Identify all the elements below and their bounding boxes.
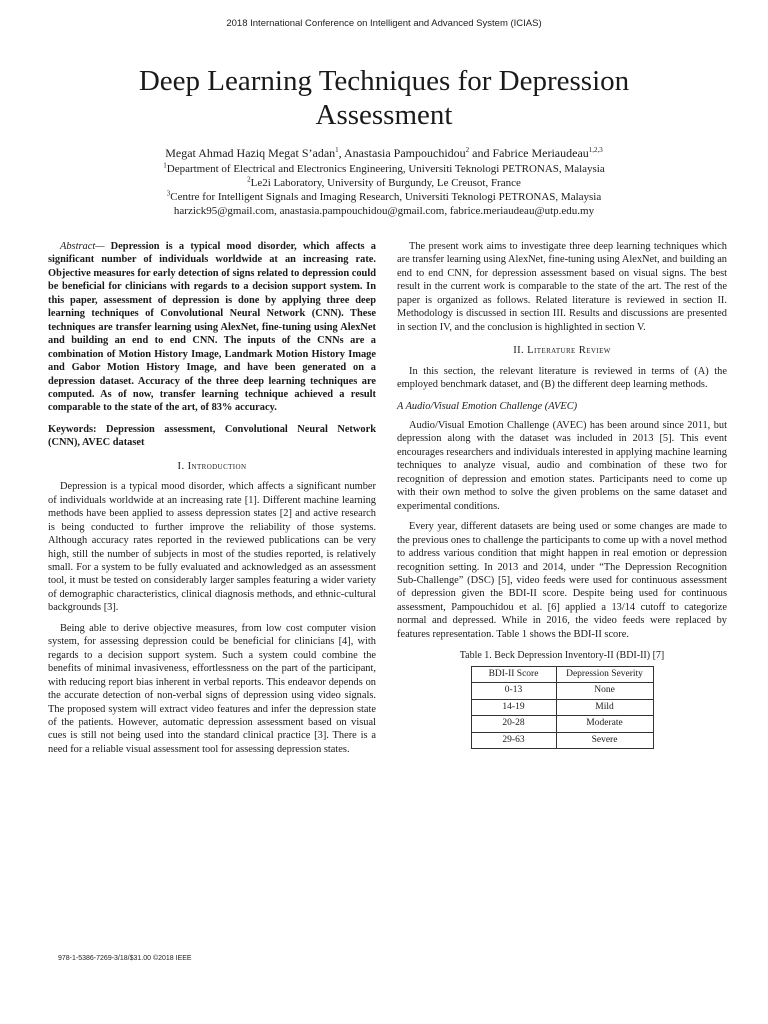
author-2-sup: 2 [465,146,470,154]
paragraph: Audio/Visual Emotion Challenge (AVEC) has been around since 2011, but depression along with the dataset was included in 2013 [5]. This event encourages researchers and individuals interested in applying machine learning techniques to analyze visual, audio and combination of these two for recognition of depression and emotion states. Participants need to come up with their own method to solve the given problems on the same dataset and experimental conditions. [397,419,727,512]
author-separator: and [469,146,493,160]
table-row [471,732,653,748]
affiliation-text: Le2i Laboratory, University of Burgundy, Le Creusot, France [250,177,521,189]
table-row [471,699,653,715]
copyright-footer: 978-1-5386-7269-3/18/$31.00 ©2018 IEEE [58,955,192,962]
table-cell: 0-13 [471,683,556,699]
paragraph: The present work aims to investigate three deep learning techniques which are transfer learning using AlexNet, fine-tuning using AlexNet, and building an end to end CNN, for depression assessment based on visual signs. The best result in the current work is comparable to the state of the art. The rest of the paper is organized as follows. Related literature is reviewed in section II. Methodology is discussed in section III. Results and discussions are presented in section IV, and the conclusion is highlighted in section V. [397,241,727,333]
right-column [397,240,727,749]
paragraph: Every year, different datasets are being used or some changes are made to the previous ones to challenge the participants to come up with a novel method to address various condition that might happen in real emotion or depression recognition setting. In 2013 and 2014, under “The Depression Recognition Sub-Challenge” (DSC) [5], video feeds were used for continuous assessment of depression given the BDI-II score. Despite being used for continuous assessment, Pampouchidou et al. [6] applied a 13/14 cutoff to categorize normal and depressed. While in 2016, the video feeds were replaced by features representation. Table 1 shows the BDI-II score. [397,521,727,640]
affiliation-3 [60,190,708,204]
author-1-sup: 1 [335,146,339,154]
paragraph: In this section, the relevant literature is reviewed in terms of (A) the employed benchmark dataset, and (B) the different deep learning methods. [397,365,727,391]
table-cell: Mild [556,699,653,715]
author-separator: , [338,146,344,160]
left-column [48,240,376,763]
table-cell: Severe [556,732,653,748]
paragraph: Depression is a typical mood disorder, which affects a significant number of individuals worldwide at an increasing rate [1]. Different machine learning methods have been applied to assess depression states [2] and active research is being conducted to further improve the reliability of those systems. Although accuracy rates reported in the reviewed publications can be very high, still the number of subjects in most of the studies reported, is relatively small. For a system to be fully evaluated and acknowledged as an assessment tool, it must be tested on considerably larger samples featuring a wider variety of demographic characteristics, clinical diagnosis methods, and ethnic-cultural backgrounds [3]. [48,481,376,614]
author-list [60,146,708,160]
abstract-text: Depression is a typical mood disorder, which affects a significant number of individuals worldwide at an increasing rate. Objective measures for early detection of signs related to depression could be beneficial for clinicians with regards to a decision support system. In this paper, assessment of depression is done by applying three deep learning techniques of Convolutional Neural Network (CNN). These techniques are transfer learning using AlexNet, fine-tuning using AlexNet and building an end to end CNN. The inputs of the CNNs are a combination of Motion History Image, Landmark Motion History Image and Gabor Motion History Image, and have been generated on a depression dataset. Accuracy of the three deep learning techniques are computed. As of now, transfer learning technique achieved a result comparable to the state of the art, of 83% accuracy. [48,241,376,414]
table-row [471,716,653,732]
table-row [471,683,653,699]
abstract [48,240,376,415]
table-cell: 29-63 [471,732,556,748]
paragraph: Being able to derive objective measures, from low cost computer vision system, for assessing depression could be beneficial for clinicians [4], with regards to a decision support system. Such a system could combine the benefits of minimal invasiveness, effortlessness on the part of the participant, with reducing report bias inherent in verbal reports. This endeavor depends on the accurate detection of non-verbal signs of depression using video signals. The proposed system will extract video features and infer the depression state of the patients. However, automatic depression assessment based on visual cues is still not being used into the standard clinical practice [3]. There is a need for a reliable visual assessment tool for assessing depression states. [48,622,376,755]
author-1: Megat Ahmad Haziq Megat S’adan [165,146,336,160]
paper-title: Deep Learning Techniques for Depression Assessment [138,65,630,131]
affiliation-text: Department of Electrical and Electronics Engineering, Universiti Teknologi PETRONAS, Malaysia [166,163,605,175]
table-caption: Table 1. Beck Depression Inventory-II (BDI-II) [7] [459,650,665,662]
affiliation-sup: 2 [247,175,251,184]
author-3: Fabrice Meriaudeau [492,146,589,160]
conference-header: 2018 International Conference on Intelligent and Advanced System (ICIAS) [226,18,542,29]
table-header-row [471,666,653,682]
subsection-heading-avec: A Audio/Visual Emotion Challenge (AVEC) [397,400,578,412]
abstract-label: Abstract— [60,241,105,252]
section-heading-literature-review: II. Literature Review [513,345,611,357]
author-3-sup: 1,2,3 [588,146,603,154]
table-header-cell: Depression Severity [556,666,653,682]
affiliation-1 [60,162,708,176]
affiliation-text: Centre for Intelligent Signals and Imaging Research, Universiti Teknologi PETRONAS, Malaysia [170,191,602,203]
bdi-table [471,666,654,749]
affiliation-sup: 1 [163,161,167,170]
table-header-cell: BDI-II Score [471,666,556,682]
keywords: Keywords: Depression assessment, Convolutional Neural Network (CNN), AVEC dataset [48,423,376,449]
table-cell: None [556,683,653,699]
author-2: Anastasia Pampouchidou [344,146,466,160]
table-cell: 14-19 [471,699,556,715]
table-cell: 20-28 [471,716,556,732]
affiliation-2 [60,176,708,190]
table-cell: Moderate [556,716,653,732]
author-emails: harzick95@gmail.com, anastasia.pampouchidou@gmail.com, fabrice.meriaudeau@utp.edu.my [173,205,595,217]
section-heading-introduction: I. Introduction [177,460,247,472]
affiliation-sup: 3 [166,189,171,198]
